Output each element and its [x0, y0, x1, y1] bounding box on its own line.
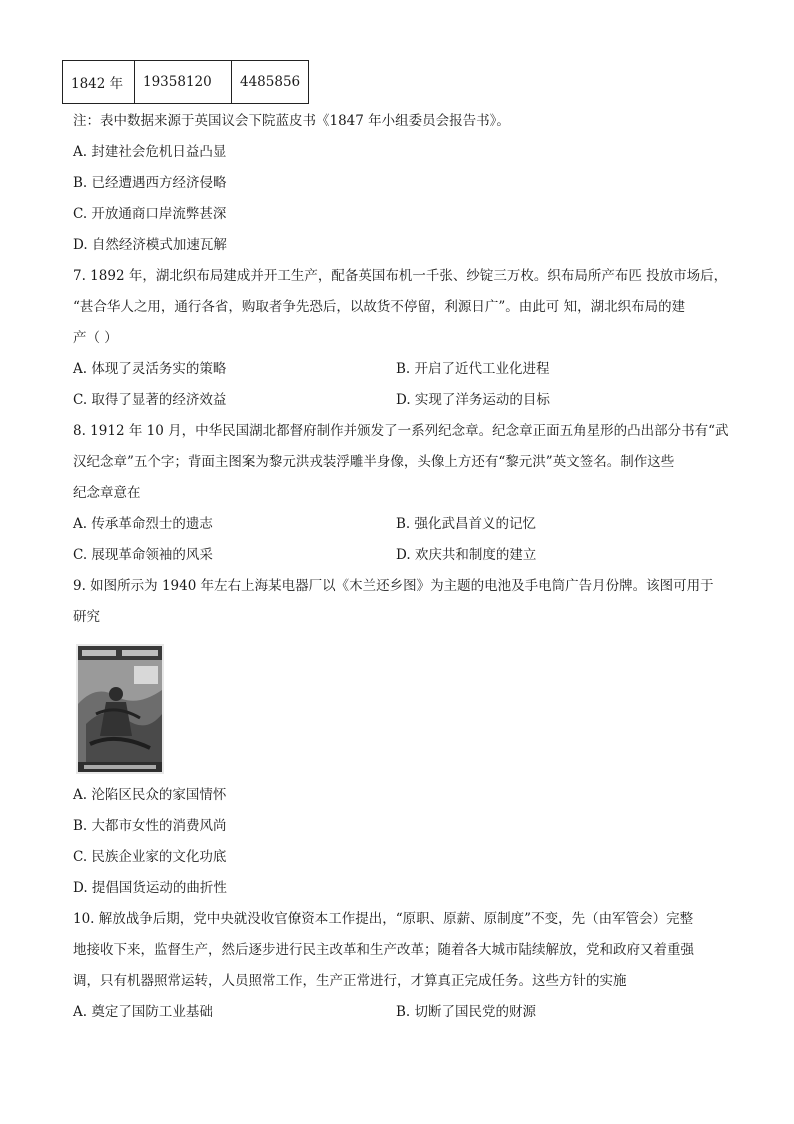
- q6-option-d: D. 自然经济模式加速瓦解: [73, 237, 227, 253]
- q8-stem-line-2: 汉纪念章”五个字；背面主图案为黎元洪戎装浮雕半身像，头像上方还有“黎元洪”英文签名。制作这些: [73, 454, 675, 470]
- q7-option-d: D. 实现了洋务运动的目标: [396, 392, 550, 408]
- q10-stem-line-3: 调，只有机器照常运转，人员照常工作，生产正常进行，才算真正完成任务。这些方针的实施: [73, 973, 627, 989]
- q8-option-c: C. 展现革命领袖的风采: [73, 547, 213, 563]
- q6-option-c: C. 开放通商口岸流弊甚深: [73, 206, 227, 222]
- mulan-calendar-poster-image: [76, 644, 164, 774]
- q8-option-a: A. 传承革命烈士的遗志: [73, 516, 213, 532]
- q8-stem-line-3: 纪念章意在: [73, 485, 141, 501]
- q9-option-d: D. 提倡国货运动的曲折性: [73, 880, 227, 896]
- q7-stem-line-2: “甚合华人之用，通行各省，购取者争先恐后，以故货不停留，利源日广”。由此可 知，湖北织布局的建: [73, 299, 686, 315]
- table-cell-value-2: 4485856: [232, 61, 309, 104]
- q10-stem-line-2: 地接收下来，监督生产，然后逐步进行民主改革和生产改革；随着各大城市陆续解放，党和政府又着重强: [73, 942, 694, 958]
- q7-option-b: B. 开启了近代工业化进程: [396, 361, 550, 377]
- q9-stem-line-2: 研究: [73, 609, 100, 625]
- q7-option-c: C. 取得了显著的经济效益: [73, 392, 227, 408]
- q10-stem-line-1: 10. 解放战争后期，党中央就没收官僚资本工作提出，“原职、原薪、原制度”不变，先（由军管会）完整: [73, 911, 694, 927]
- q8-option-b: B. 强化武昌首义的记忆: [396, 516, 537, 532]
- table-cell-year: 1842 年: [63, 61, 135, 104]
- data-table: [62, 60, 309, 104]
- q8-option-d: D. 欢庆共和制度的建立: [396, 547, 537, 563]
- q8-stem-line-1: 8. 1912 年 10 月，中华民国湖北都督府制作并颁发了一系列纪念章。纪念章正面五角星形的凸出部分书有“武: [73, 423, 729, 439]
- q9-option-c: C. 民族企业家的文化功底: [73, 849, 227, 865]
- q7-stem-line-3: 产（ ）: [73, 330, 118, 346]
- q10-option-a: A. 奠定了国防工业基础: [73, 1004, 213, 1020]
- q9-stem-line-1: 9. 如图所示为 1940 年左右上海某电器厂以《木兰还乡图》为主题的电池及手电筒广告月份牌。该图可用于: [73, 578, 714, 594]
- q7-stem-line-1: 7. 1892 年，湖北织布局建成并开工生产，配备英国布机一千张、纱锭三万枚。织布局所产布匹 投放市场后，: [73, 268, 728, 284]
- table-cell-value-1: 19358120: [135, 61, 232, 104]
- table-note: 注：表中数据来源于英国议会下院蓝皮书《1847 年小组委员会报告书》。: [73, 113, 510, 129]
- q9-option-b: B. 大都市女性的消费风尚: [73, 818, 227, 834]
- q6-option-b: B. 已经遭遇西方经济侵略: [73, 175, 227, 191]
- q9-option-a: A. 沦陷区民众的家国情怀: [73, 787, 227, 803]
- q6-option-a: A. 封建社会危机日益凸显: [73, 144, 227, 160]
- table-row: [63, 61, 309, 104]
- q7-option-a: A. 体现了灵活务实的策略: [73, 361, 227, 377]
- q10-option-b: B. 切断了国民党的财源: [396, 1004, 537, 1020]
